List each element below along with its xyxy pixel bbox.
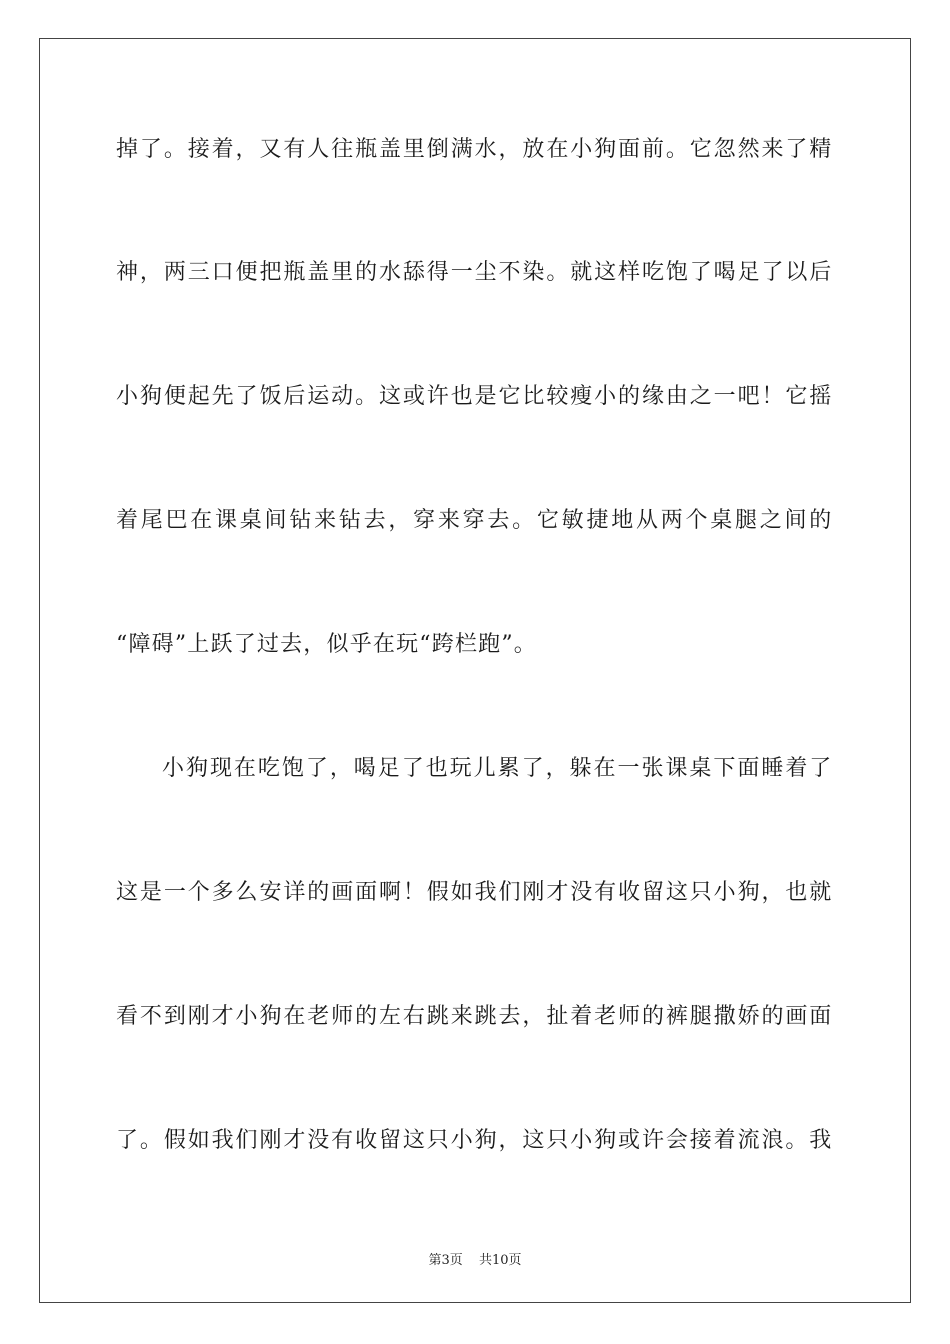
text-line: 看不到刚才小狗在老师的左右跳来跳去，扯着老师的裤腿撒娇的画面 — [116, 1004, 832, 1029]
text-line: 了。假如我们刚才没有收留这只小狗，这只小狗或许会接着流浪。我 — [116, 1128, 832, 1153]
text-line: “障碍”上跃了过去，似乎在玩“跨栏跑”。 — [116, 632, 537, 657]
page-footer — [0, 1249, 950, 1268]
page-total: 共10页 — [478, 1253, 522, 1268]
text-line: 掉了。接着，又有人往瓶盖里倒满水，放在小狗面前。它忽然来了精 — [116, 137, 832, 162]
text-line: 这是一个多么安详的画面啊！假如我们刚才没有收留这只小狗，也就 — [116, 880, 832, 905]
text-line: 小狗便起先了饭后运动。这或许也是它比较瘦小的缘由之一吧！它摇 — [116, 384, 832, 409]
text-line: 着尾巴在课桌间钻来钻去，穿来穿去。它敏捷地从两个桌腿之间的 — [116, 508, 832, 533]
text-line: 神，两三口便把瓶盖里的水舔得一尘不染。就这样吃饱了喝足了以后 — [116, 260, 832, 285]
page-number: 第3页 — [428, 1253, 463, 1268]
paragraph-start-line: 小狗现在吃饱了，喝足了也玩儿累了，躲在一张课桌下面睡着了 — [162, 756, 832, 781]
